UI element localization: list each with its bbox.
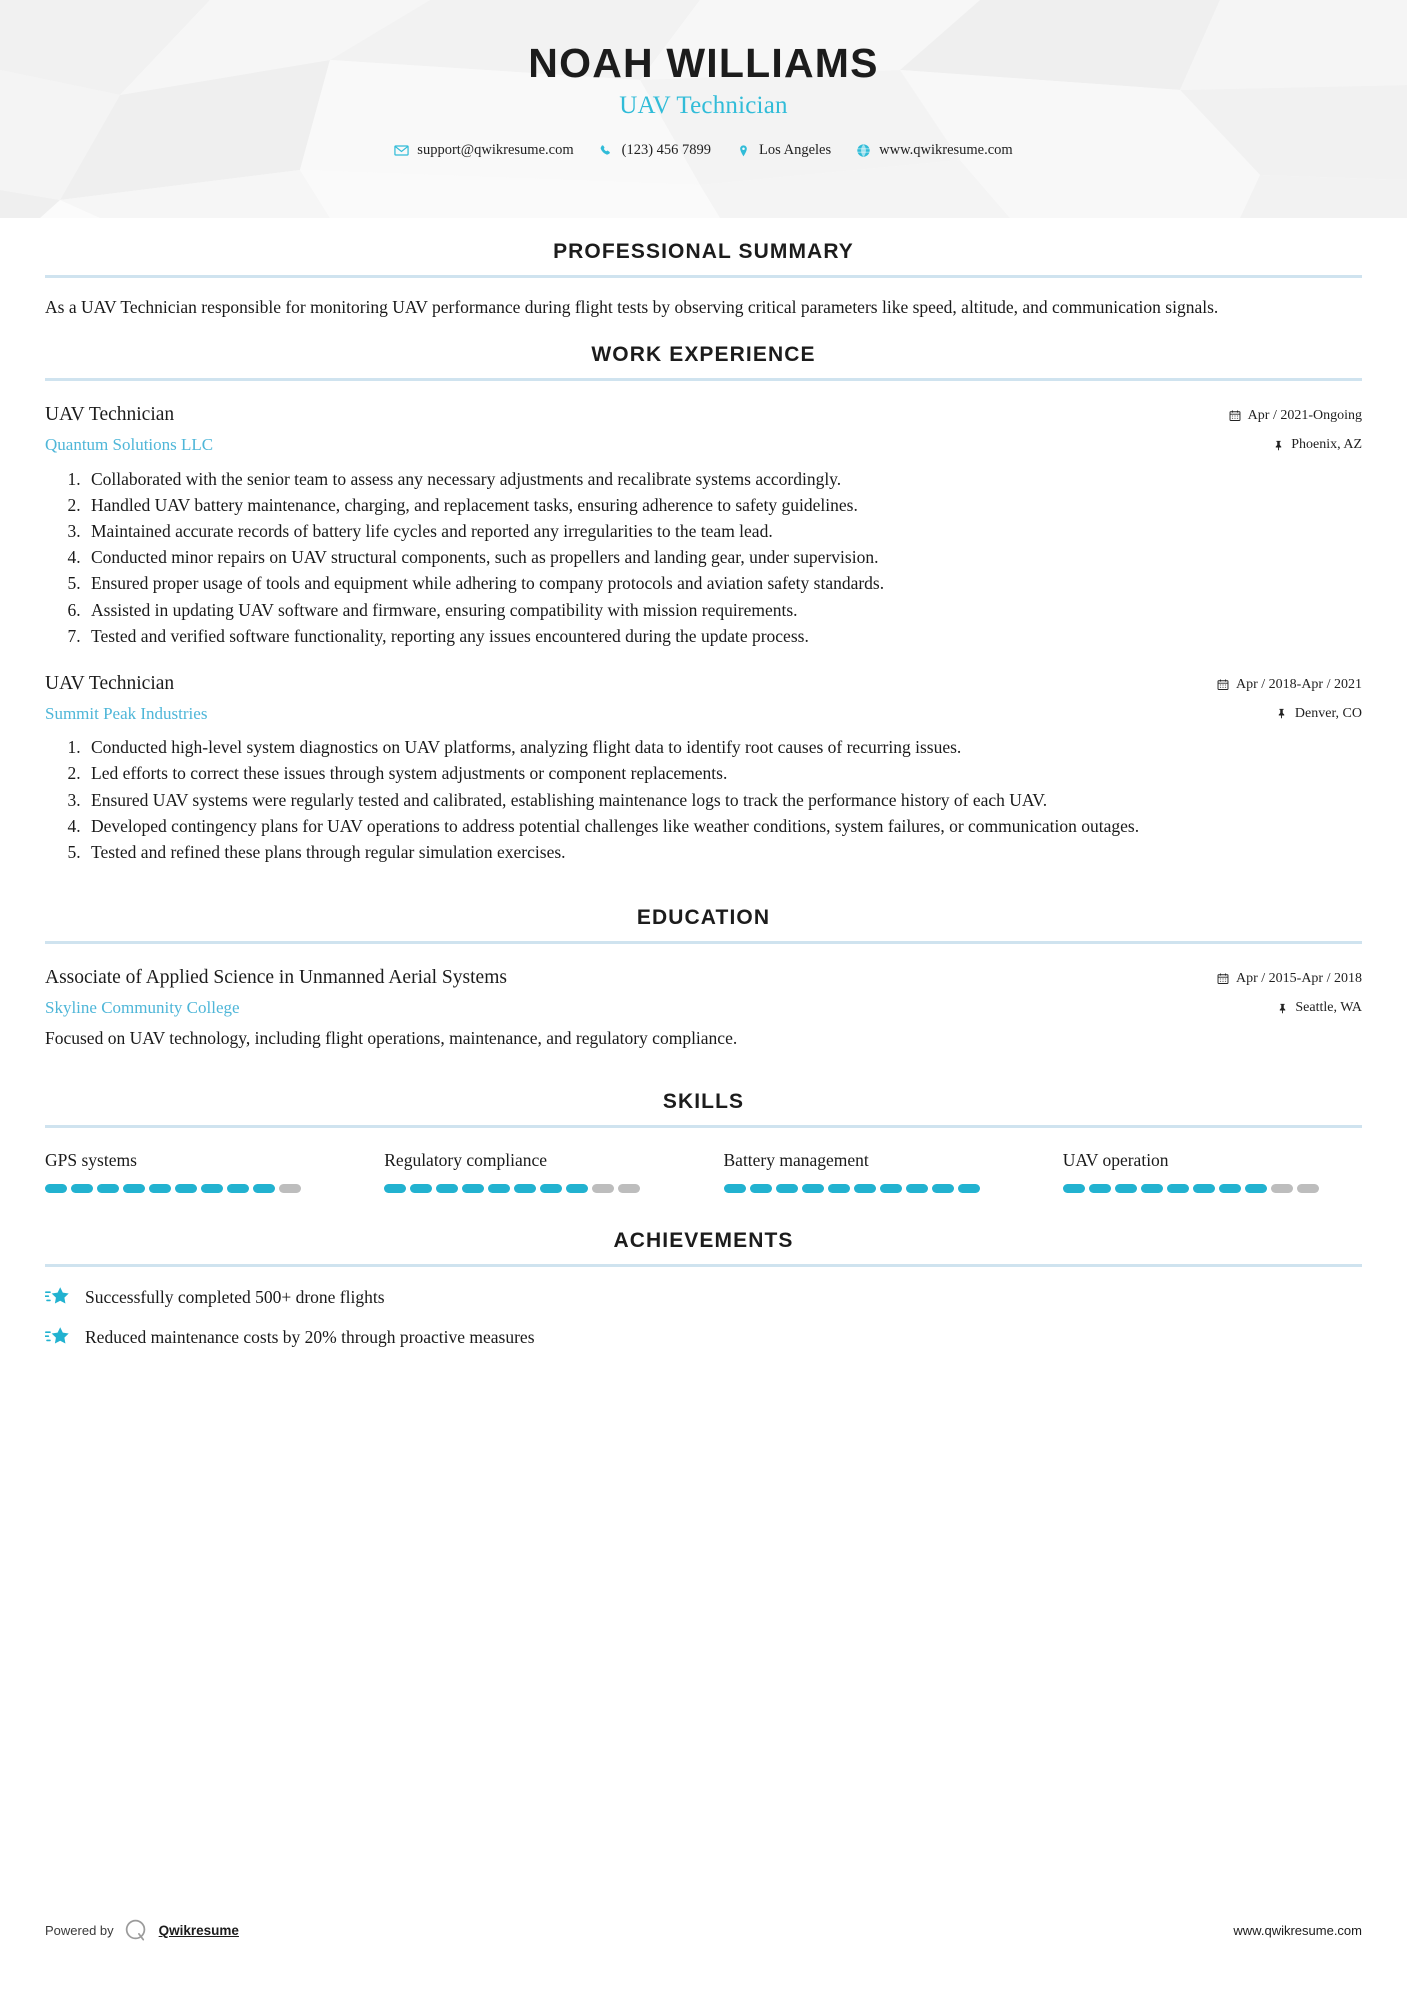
contact-row bbox=[0, 142, 1407, 159]
work-bullet: 6. Assisted in updating UAV software and firmware, ensuring compatibility with mission requirements. bbox=[85, 598, 1362, 624]
section-heading-work: WORK EXPERIENCE bbox=[591, 342, 816, 366]
skill-dot bbox=[854, 1184, 876, 1193]
calendar-icon bbox=[1229, 409, 1241, 422]
education-location-text: Seattle, WA bbox=[1295, 1000, 1362, 1016]
work-location-text: Phoenix, AZ bbox=[1291, 437, 1362, 453]
work-bullet: 5. Ensured proper usage of tools and equipment while adhering to company protocols and aviation safety standards. bbox=[85, 571, 1362, 597]
work-location bbox=[1217, 704, 1362, 724]
pushpin-icon bbox=[1276, 707, 1288, 720]
pushpin-icon bbox=[1276, 1002, 1288, 1015]
work-bullet: 1. Conducted high-level system diagnostics on UAV platforms, analyzing flight data to identify root causes of recurring issues. bbox=[85, 735, 1362, 761]
skill-label: GPS systems bbox=[45, 1150, 137, 1171]
skill-item bbox=[384, 1150, 683, 1193]
section-divider bbox=[45, 378, 1362, 381]
skill-dot bbox=[279, 1184, 301, 1193]
achievements-list bbox=[45, 1285, 1362, 1349]
work-entry bbox=[45, 672, 1362, 866]
footer-powered-by-label: Powered by bbox=[45, 1923, 114, 1938]
skill-label: Battery management bbox=[723, 1150, 869, 1171]
work-bullet: 3. Ensured UAV systems were regularly tested and calibrated, establishing maintenance logs to track the performance history of each UAV. bbox=[85, 788, 1362, 814]
work-entry bbox=[45, 403, 1362, 650]
skill-dot bbox=[958, 1184, 980, 1193]
skills-grid bbox=[45, 1150, 1362, 1193]
skill-dot bbox=[514, 1184, 536, 1193]
skill-dot bbox=[227, 1184, 249, 1193]
skill-dot bbox=[97, 1184, 119, 1193]
skill-dot bbox=[1219, 1184, 1241, 1193]
skill-dot bbox=[618, 1184, 640, 1193]
footer-website[interactable]: www.qwikresume.com bbox=[1233, 1923, 1362, 1938]
work-entry-header bbox=[45, 403, 1362, 456]
work-date-text: Apr / 2021-Ongoing bbox=[1247, 407, 1362, 423]
skill-dot bbox=[253, 1184, 275, 1193]
header-job-title: UAV Technician bbox=[619, 92, 788, 120]
section-achievements bbox=[45, 1229, 1362, 1349]
skill-dot bbox=[123, 1184, 145, 1193]
skill-dot bbox=[592, 1184, 614, 1193]
section-heading-achievements: ACHIEVEMENTS bbox=[613, 1229, 794, 1253]
skill-rating bbox=[1063, 1184, 1362, 1193]
skill-dot bbox=[1271, 1184, 1293, 1193]
education-date bbox=[1217, 969, 1362, 989]
work-bullet: 2. Led efforts to correct these issues through system adjustments or component replacements. bbox=[85, 761, 1362, 787]
skill-dot bbox=[488, 1184, 510, 1193]
education-entry-header bbox=[45, 966, 1362, 1019]
work-date-text: Apr / 2018-Apr / 2021 bbox=[1236, 676, 1362, 692]
envelope-icon bbox=[394, 143, 409, 158]
summary-text: As a UAV Technician responsible for monitoring UAV performance during flight tests by observing critical parameters like speed, altitude, and communication signals. bbox=[45, 297, 1219, 317]
skill-dot bbox=[1245, 1184, 1267, 1193]
achievement-item bbox=[45, 1325, 1362, 1349]
skill-dot bbox=[1089, 1184, 1111, 1193]
work-bullet: 4. Developed contingency plans for UAV operations to address potential challenges like weather conditions, system failures, or communication outages. bbox=[85, 814, 1362, 840]
section-divider bbox=[45, 275, 1362, 278]
contact-location bbox=[736, 142, 831, 159]
skill-dot bbox=[201, 1184, 223, 1193]
skill-rating bbox=[384, 1184, 683, 1193]
work-bullet: 2. Handled UAV battery maintenance, charging, and replacement tasks, ensuring adherence to safety guidelines. bbox=[85, 493, 1362, 519]
achievement-item bbox=[45, 1285, 1362, 1309]
contact-website-text: www.qwikresume.com bbox=[879, 142, 1013, 159]
skill-dot bbox=[802, 1184, 824, 1193]
page-title: NOAH WILLIAMS bbox=[528, 40, 879, 86]
skill-dot bbox=[566, 1184, 588, 1193]
education-entry bbox=[45, 966, 1362, 1052]
work-bullets bbox=[45, 467, 1362, 650]
skill-item bbox=[1063, 1150, 1362, 1193]
skill-dot bbox=[1167, 1184, 1189, 1193]
section-work-experience bbox=[45, 343, 1362, 866]
contact-phone-text: (123) 456 7899 bbox=[621, 142, 712, 159]
skill-dot bbox=[384, 1184, 406, 1193]
skill-dot bbox=[436, 1184, 458, 1193]
work-bullet: 3. Maintained accurate records of battery life cycles and reported any irregularities to the team lead. bbox=[85, 519, 1362, 545]
skill-dot bbox=[149, 1184, 171, 1193]
skill-dot bbox=[1193, 1184, 1215, 1193]
skill-dot bbox=[828, 1184, 850, 1193]
work-bullet: 1. Collaborated with the senior team to assess any necessary adjustments and recalibrate systems accordingly. bbox=[85, 467, 1362, 493]
section-heading-skills: SKILLS bbox=[662, 1090, 745, 1114]
footer-brand-link[interactable]: Qwikresume bbox=[158, 1923, 239, 1938]
skill-dot bbox=[724, 1184, 746, 1193]
skill-dot bbox=[45, 1184, 67, 1193]
map-pin-icon bbox=[736, 143, 751, 158]
skill-dot bbox=[750, 1184, 772, 1193]
contact-email[interactable] bbox=[394, 142, 573, 159]
skill-dot bbox=[1063, 1184, 1085, 1193]
education-school[interactable]: Skyline Community College bbox=[45, 998, 240, 1018]
education-location bbox=[1217, 998, 1362, 1018]
skill-dot bbox=[906, 1184, 928, 1193]
resume-body bbox=[0, 240, 1407, 1349]
pushpin-icon bbox=[1272, 439, 1284, 452]
work-location-text: Denver, CO bbox=[1294, 706, 1362, 722]
skill-dot bbox=[1141, 1184, 1163, 1193]
calendar-icon bbox=[1217, 972, 1229, 985]
footer-branding bbox=[45, 1917, 239, 1944]
phone-icon bbox=[599, 143, 614, 158]
achievement-text: Reduced maintenance costs by 20% through proactive measures bbox=[85, 1326, 535, 1347]
skill-dot bbox=[776, 1184, 798, 1193]
page-footer bbox=[45, 1917, 1362, 1944]
work-role: UAV Technician bbox=[45, 672, 175, 694]
section-skills bbox=[45, 1090, 1362, 1193]
education-description: Focused on UAV technology, including flight operations, maintenance, and regulatory compliance. bbox=[45, 1028, 738, 1049]
education-date-text: Apr / 2015-Apr / 2018 bbox=[1236, 970, 1362, 986]
skill-dot bbox=[540, 1184, 562, 1193]
contact-email-text: support@qwikresume.com bbox=[417, 142, 574, 159]
skill-item bbox=[45, 1150, 344, 1193]
skill-rating bbox=[45, 1184, 344, 1193]
work-date bbox=[1229, 406, 1362, 426]
skill-dot bbox=[71, 1184, 93, 1193]
work-location bbox=[1229, 435, 1362, 455]
section-professional-summary bbox=[45, 240, 1362, 321]
skill-dot bbox=[462, 1184, 484, 1193]
work-bullets bbox=[45, 735, 1362, 866]
work-company[interactable]: Summit Peak Industries bbox=[45, 703, 208, 723]
star-icon bbox=[45, 1285, 71, 1309]
contact-phone[interactable] bbox=[599, 142, 711, 159]
globe-icon bbox=[856, 143, 871, 158]
work-company[interactable]: Quantum Solutions LLC bbox=[45, 435, 214, 455]
skill-item bbox=[724, 1150, 1023, 1193]
skill-dot bbox=[932, 1184, 954, 1193]
skill-dot bbox=[1115, 1184, 1137, 1193]
section-divider bbox=[45, 941, 1362, 944]
work-bullet: 4. Conducted minor repairs on UAV structural components, such as propellers and landing gear, under supervision. bbox=[85, 545, 1362, 571]
resume-header bbox=[0, 0, 1407, 218]
work-bullet: 5. Tested and refined these plans through regular simulation exercises. bbox=[85, 840, 1362, 866]
section-education bbox=[45, 906, 1362, 1052]
work-entry-header bbox=[45, 672, 1362, 725]
section-divider bbox=[45, 1264, 1362, 1267]
section-heading-summary: PROFESSIONAL SUMMARY bbox=[553, 240, 854, 263]
education-degree: Associate of Applied Science in Unmanned Aerial Systems bbox=[45, 966, 507, 988]
qwikresume-logo-icon bbox=[123, 1917, 150, 1944]
skill-dot bbox=[175, 1184, 197, 1193]
calendar-icon bbox=[1217, 678, 1229, 691]
star-icon bbox=[45, 1325, 71, 1349]
skill-label: Regulatory compliance bbox=[384, 1150, 548, 1171]
skill-dot bbox=[1297, 1184, 1319, 1193]
skill-label: UAV operation bbox=[1062, 1150, 1169, 1171]
contact-location-text: Los Angeles bbox=[759, 142, 832, 159]
section-divider bbox=[45, 1125, 1362, 1128]
skill-dot bbox=[410, 1184, 432, 1193]
work-bullet: 7. Tested and verified software functionality, reporting any issues encountered during the update process. bbox=[85, 624, 1362, 650]
achievement-text: Successfully completed 500+ drone flights bbox=[85, 1286, 385, 1307]
work-role: UAV Technician bbox=[45, 403, 175, 425]
section-heading-education: EDUCATION bbox=[636, 905, 771, 929]
contact-website[interactable] bbox=[856, 142, 1013, 159]
skill-dot bbox=[880, 1184, 902, 1193]
work-date bbox=[1217, 675, 1362, 695]
skill-rating bbox=[724, 1184, 1023, 1193]
